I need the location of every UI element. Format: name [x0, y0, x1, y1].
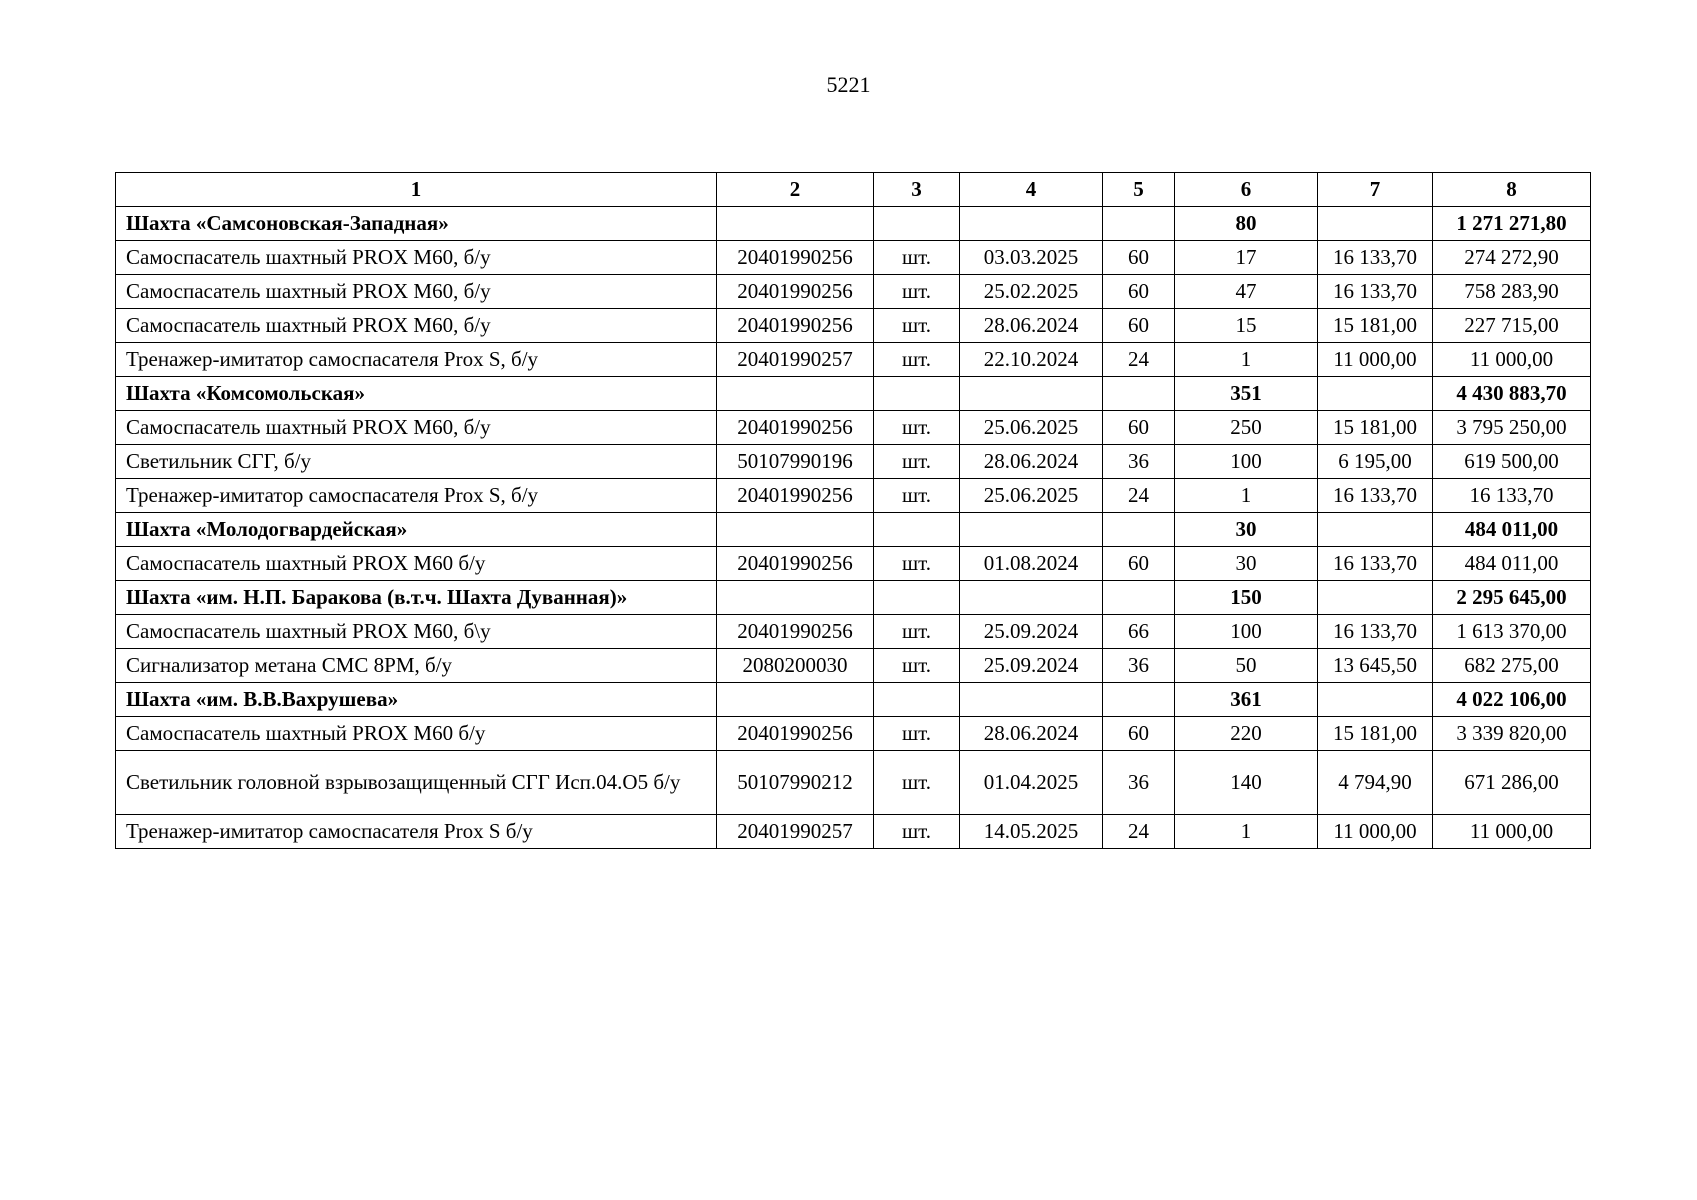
unit-cell	[874, 207, 960, 241]
section-row	[116, 581, 1591, 615]
quantity-cell: 47	[1175, 275, 1318, 309]
term-cell: 60	[1103, 309, 1175, 343]
column-header: 1	[116, 173, 717, 207]
item-name-cell: Самоспасатель шахтный PROX M60, б/у	[116, 309, 717, 343]
quantity-cell: 15	[1175, 309, 1318, 343]
unit-cell: шт.	[874, 547, 960, 581]
date-cell: 03.03.2025	[960, 241, 1103, 275]
item-code-cell: 20401990256	[717, 717, 874, 751]
term-cell: 60	[1103, 411, 1175, 445]
item-code-cell: 50107990212	[717, 751, 874, 815]
item-name-cell: Самоспасатель шахтный PROX M60, б/у	[116, 275, 717, 309]
section-row	[116, 683, 1591, 717]
quantity-cell: 1	[1175, 815, 1318, 849]
table-row	[116, 411, 1591, 445]
unit-cell	[874, 513, 960, 547]
date-cell: 01.08.2024	[960, 547, 1103, 581]
amount-cell: 1 613 370,00	[1433, 615, 1591, 649]
unit-cell: шт.	[874, 241, 960, 275]
section-title-cell: Шахта «им. В.В.Вахрушева»	[116, 683, 717, 717]
section-row	[116, 513, 1591, 547]
quantity-cell: 1	[1175, 343, 1318, 377]
date-cell: 25.06.2025	[960, 411, 1103, 445]
unit-cell: шт.	[874, 309, 960, 343]
term-cell	[1103, 377, 1175, 411]
price-cell	[1318, 207, 1433, 241]
quantity-cell: 140	[1175, 751, 1318, 815]
section-title-cell: Шахта «Молодогвардейская»	[116, 513, 717, 547]
date-cell	[960, 683, 1103, 717]
price-cell: 15 181,00	[1318, 411, 1433, 445]
amount-cell: 3 795 250,00	[1433, 411, 1591, 445]
date-cell: 28.06.2024	[960, 445, 1103, 479]
amount-cell: 3 339 820,00	[1433, 717, 1591, 751]
quantity-cell: 250	[1175, 411, 1318, 445]
quantity-cell: 351	[1175, 377, 1318, 411]
amount-cell: 4 022 106,00	[1433, 683, 1591, 717]
unit-cell	[874, 377, 960, 411]
date-cell	[960, 377, 1103, 411]
item-code-cell	[717, 581, 874, 615]
term-cell: 24	[1103, 815, 1175, 849]
table-row	[116, 717, 1591, 751]
table-row	[116, 241, 1591, 275]
item-name-cell: Самоспасатель шахтный PROX M60 б/у	[116, 717, 717, 751]
date-cell: 28.06.2024	[960, 717, 1103, 751]
amount-cell: 484 011,00	[1433, 513, 1591, 547]
table-row	[116, 343, 1591, 377]
unit-cell	[874, 581, 960, 615]
amount-cell: 16 133,70	[1433, 479, 1591, 513]
inventory-table	[115, 172, 1591, 849]
item-code-cell: 20401990257	[717, 343, 874, 377]
item-code-cell: 20401990256	[717, 241, 874, 275]
item-code-cell: 20401990256	[717, 275, 874, 309]
price-cell	[1318, 377, 1433, 411]
unit-cell: шт.	[874, 751, 960, 815]
section-row	[116, 377, 1591, 411]
price-cell: 16 133,70	[1318, 547, 1433, 581]
column-header: 3	[874, 173, 960, 207]
quantity-cell: 100	[1175, 445, 1318, 479]
item-name-cell: Сигнализатор метана СМС 8РМ, б/у	[116, 649, 717, 683]
amount-cell: 11 000,00	[1433, 815, 1591, 849]
quantity-cell: 361	[1175, 683, 1318, 717]
term-cell: 60	[1103, 547, 1175, 581]
column-header: 8	[1433, 173, 1591, 207]
unit-cell: шт.	[874, 615, 960, 649]
column-header: 5	[1103, 173, 1175, 207]
section-title-cell: Шахта «Комсомольская»	[116, 377, 717, 411]
unit-cell: шт.	[874, 479, 960, 513]
quantity-cell: 17	[1175, 241, 1318, 275]
date-cell	[960, 581, 1103, 615]
table-row	[116, 309, 1591, 343]
term-cell: 66	[1103, 615, 1175, 649]
date-cell: 14.05.2025	[960, 815, 1103, 849]
term-cell	[1103, 513, 1175, 547]
unit-cell: шт.	[874, 717, 960, 751]
column-header: 4	[960, 173, 1103, 207]
table-row	[116, 751, 1591, 815]
unit-cell: шт.	[874, 275, 960, 309]
amount-cell: 758 283,90	[1433, 275, 1591, 309]
item-name-cell: Самоспасатель шахтный PROX M60, б/у	[116, 411, 717, 445]
table-row	[116, 815, 1591, 849]
term-cell: 24	[1103, 479, 1175, 513]
price-cell: 13 645,50	[1318, 649, 1433, 683]
item-code-cell: 20401990257	[717, 815, 874, 849]
quantity-cell: 30	[1175, 513, 1318, 547]
quantity-cell: 150	[1175, 581, 1318, 615]
amount-cell: 682 275,00	[1433, 649, 1591, 683]
term-cell: 36	[1103, 649, 1175, 683]
date-cell: 25.09.2024	[960, 615, 1103, 649]
section-row	[116, 207, 1591, 241]
item-code-cell: 20401990256	[717, 411, 874, 445]
date-cell	[960, 513, 1103, 547]
item-code-cell	[717, 683, 874, 717]
date-cell: 25.06.2025	[960, 479, 1103, 513]
table-row	[116, 615, 1591, 649]
amount-cell: 484 011,00	[1433, 547, 1591, 581]
date-cell: 28.06.2024	[960, 309, 1103, 343]
column-header: 2	[717, 173, 874, 207]
amount-cell: 619 500,00	[1433, 445, 1591, 479]
table-row	[116, 479, 1591, 513]
column-header: 7	[1318, 173, 1433, 207]
column-header: 6	[1175, 173, 1318, 207]
date-cell: 25.02.2025	[960, 275, 1103, 309]
price-cell: 15 181,00	[1318, 717, 1433, 751]
item-name-cell: Самоспасатель шахтный PROX M60, б/у	[116, 241, 717, 275]
price-cell: 16 133,70	[1318, 615, 1433, 649]
amount-cell: 227 715,00	[1433, 309, 1591, 343]
item-code-cell: 20401990256	[717, 479, 874, 513]
amount-cell: 2 295 645,00	[1433, 581, 1591, 615]
quantity-cell: 220	[1175, 717, 1318, 751]
item-name-cell: Светильник СГГ, б/у	[116, 445, 717, 479]
table-row	[116, 547, 1591, 581]
unit-cell	[874, 683, 960, 717]
item-code-cell	[717, 207, 874, 241]
amount-cell: 11 000,00	[1433, 343, 1591, 377]
item-name-cell: Тренажер-имитатор самоспасателя Prox S, б/у	[116, 343, 717, 377]
quantity-cell: 50	[1175, 649, 1318, 683]
item-code-cell: 50107990196	[717, 445, 874, 479]
price-cell: 4 794,90	[1318, 751, 1433, 815]
price-cell: 16 133,70	[1318, 275, 1433, 309]
unit-cell: шт.	[874, 445, 960, 479]
amount-cell: 4 430 883,70	[1433, 377, 1591, 411]
item-name-cell: Самоспасатель шахтный PROX M60, б\у	[116, 615, 717, 649]
item-code-cell	[717, 513, 874, 547]
item-code-cell: 20401990256	[717, 309, 874, 343]
price-cell: 11 000,00	[1318, 343, 1433, 377]
date-cell: 25.09.2024	[960, 649, 1103, 683]
table-row	[116, 445, 1591, 479]
price-cell	[1318, 581, 1433, 615]
table-row	[116, 649, 1591, 683]
amount-cell: 671 286,00	[1433, 751, 1591, 815]
price-cell: 15 181,00	[1318, 309, 1433, 343]
price-cell: 6 195,00	[1318, 445, 1433, 479]
term-cell: 60	[1103, 241, 1175, 275]
price-cell	[1318, 683, 1433, 717]
term-cell: 60	[1103, 717, 1175, 751]
quantity-cell: 80	[1175, 207, 1318, 241]
table-body	[116, 207, 1591, 849]
date-cell: 22.10.2024	[960, 343, 1103, 377]
table-row	[116, 275, 1591, 309]
unit-cell: шт.	[874, 343, 960, 377]
price-cell: 11 000,00	[1318, 815, 1433, 849]
term-cell	[1103, 581, 1175, 615]
unit-cell: шт.	[874, 411, 960, 445]
item-name-cell: Светильник головной взрывозащищенный СГГ Исп.04.О5 б/у	[116, 751, 717, 815]
item-code-cell	[717, 377, 874, 411]
term-cell: 36	[1103, 751, 1175, 815]
amount-cell: 274 272,90	[1433, 241, 1591, 275]
item-name-cell: Самоспасатель шахтный PROX M60 б/у	[116, 547, 717, 581]
quantity-cell: 30	[1175, 547, 1318, 581]
date-cell: 01.04.2025	[960, 751, 1103, 815]
section-title-cell: Шахта «Самсоновская-Западная»	[116, 207, 717, 241]
term-cell: 24	[1103, 343, 1175, 377]
section-title-cell: Шахта «им. Н.П. Баракова (в.т.ч. Шахта Дуванная)»	[116, 581, 717, 615]
quantity-cell: 1	[1175, 479, 1318, 513]
term-cell	[1103, 207, 1175, 241]
item-code-cell: 2080200030	[717, 649, 874, 683]
header-row	[116, 173, 1591, 207]
price-cell: 16 133,70	[1318, 479, 1433, 513]
item-name-cell: Тренажер-имитатор самоспасателя Prox S, б/у	[116, 479, 717, 513]
amount-cell: 1 271 271,80	[1433, 207, 1591, 241]
item-code-cell: 20401990256	[717, 547, 874, 581]
term-cell: 60	[1103, 275, 1175, 309]
price-cell	[1318, 513, 1433, 547]
term-cell: 36	[1103, 445, 1175, 479]
price-cell: 16 133,70	[1318, 241, 1433, 275]
page-number: 5221	[826, 72, 871, 97]
item-code-cell: 20401990256	[717, 615, 874, 649]
date-cell	[960, 207, 1103, 241]
item-name-cell: Тренажер-имитатор самоспасателя Prox S б/у	[116, 815, 717, 849]
unit-cell: шт.	[874, 815, 960, 849]
unit-cell: шт.	[874, 649, 960, 683]
quantity-cell: 100	[1175, 615, 1318, 649]
term-cell	[1103, 683, 1175, 717]
